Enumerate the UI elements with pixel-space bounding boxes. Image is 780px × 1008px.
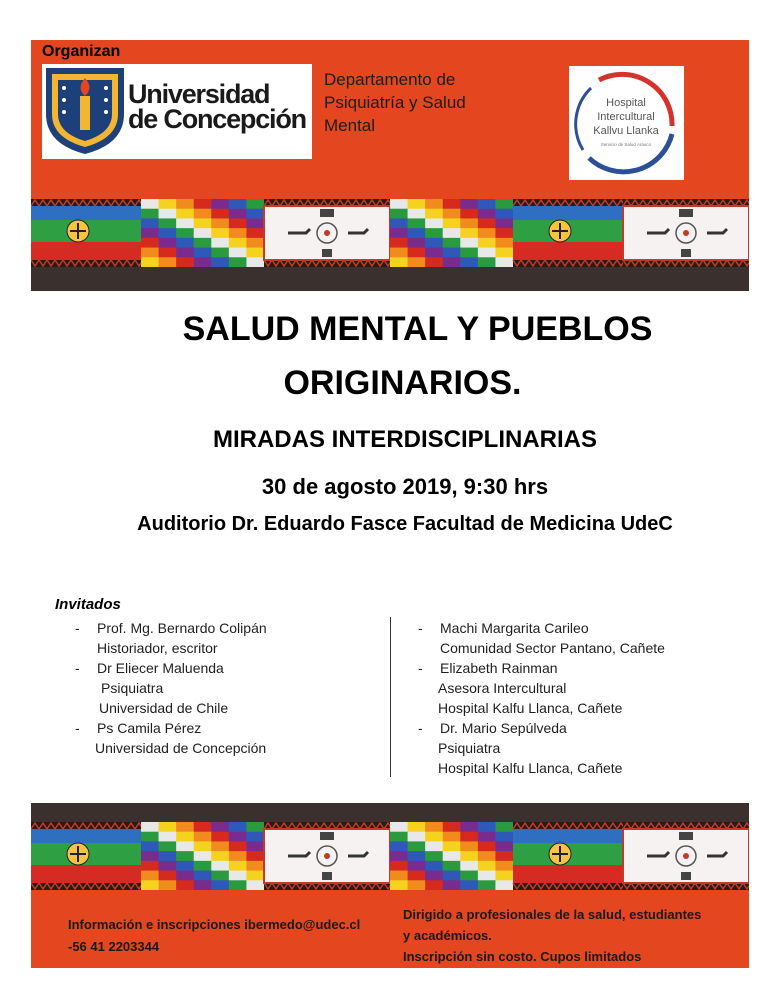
- guest-name: - Prof. Mg. Bernardo Colipán: [75, 620, 267, 636]
- guest-detail: Hospital Kalfu Llanca, Cañete: [438, 700, 623, 716]
- guest-detail: Psiquiatra: [438, 740, 501, 756]
- hospital-line2: Intercultural: [597, 111, 655, 123]
- hospital-line1: Hospital: [606, 97, 646, 109]
- guest-detail: Comunidad Sector Pantano, Cañete: [440, 640, 665, 656]
- mapuche-flag-icon: [513, 199, 625, 267]
- event-title-line1: SALUD MENTAL Y PUEBLOS: [182, 310, 653, 348]
- event-title-line2: ORIGINARIOS.: [283, 364, 522, 402]
- university-name: [128, 79, 306, 134]
- university-name-line1: Universidad: [128, 79, 270, 109]
- guest-detail: Universidad de Chile: [99, 700, 229, 716]
- guest-detail: Hospital Kalfu Llanca, Cañete: [438, 760, 623, 776]
- flag-strip-top: [31, 199, 749, 267]
- heraldic-flag-icon: [623, 199, 749, 267]
- hospital-logo-icon: [569, 66, 684, 180]
- registration-line: Inscripción sin costo. Cupos limitados: [403, 949, 642, 964]
- department-line: Psiquiatría y Salud: [324, 93, 466, 112]
- event-subtitle: MIRADAS INTERDISCIPLINARIAS: [212, 426, 597, 453]
- guest-detail: Psiquiatra: [101, 680, 164, 696]
- guest-name: - Dr. Mario Sepúlveda: [418, 720, 567, 736]
- guest-name: - Machi Margarita Carileo: [418, 620, 589, 636]
- wiphala-flag-icon: [141, 199, 265, 267]
- contact-email-line: Información e inscripciones ibermedo@udec.cl: [68, 917, 361, 932]
- flag-strip-bottom: [31, 822, 749, 890]
- hospital-line4: Servicio de Salud Arauco: [600, 142, 652, 147]
- hospital-line3: Kallvu Llanka: [593, 125, 659, 137]
- dark-band-bottom: [31, 803, 749, 823]
- heraldic-flag-icon: [623, 822, 749, 890]
- mapuche-flag-icon: [31, 199, 143, 267]
- audience-line: Dirigido a profesionales de la salud, estudiantes: [403, 907, 702, 922]
- university-name-line2: de Concepción: [128, 104, 306, 134]
- event-date: 30 de agosto 2019, 9:30 hrs: [261, 474, 549, 499]
- heraldic-flag-icon: [264, 199, 392, 267]
- udec-shield-icon: [44, 66, 126, 156]
- guest-detail: Asesora Intercultural: [438, 680, 567, 696]
- organizers-label: Organizan: [42, 43, 121, 60]
- event-venue: Auditorio Dr. Eduardo Fasce Facultad de Medicina UdeC: [137, 513, 673, 535]
- department-line: Mental: [324, 116, 376, 135]
- contact-info: [68, 914, 360, 958]
- guest-name: - Dr Eliecer Maluenda: [75, 660, 224, 676]
- guest-detail: Universidad de Concepción: [95, 740, 267, 756]
- mapuche-flag-icon: [513, 822, 625, 890]
- guest-name: - Ps Camila Pérez: [75, 720, 202, 736]
- department-name: [324, 68, 466, 137]
- contact-phone-line: -56 41 2203344: [68, 939, 160, 954]
- audience-info: [403, 904, 701, 967]
- dark-band-top: [31, 267, 749, 291]
- department-line: Departamento de: [324, 70, 456, 89]
- guests-divider: [390, 617, 391, 777]
- guests-label: Invitados: [55, 596, 121, 613]
- mapuche-flag-icon: [31, 822, 143, 890]
- wiphala-flag-icon: [390, 822, 514, 890]
- heraldic-flag-icon: [264, 822, 392, 890]
- guest-name: - Elizabeth Rainman: [418, 660, 558, 676]
- guest-detail: Historiador, escritor: [97, 640, 218, 656]
- wiphala-flag-icon: [141, 822, 265, 890]
- audience-line: y académicos.: [403, 928, 492, 943]
- wiphala-flag-icon: [390, 199, 514, 267]
